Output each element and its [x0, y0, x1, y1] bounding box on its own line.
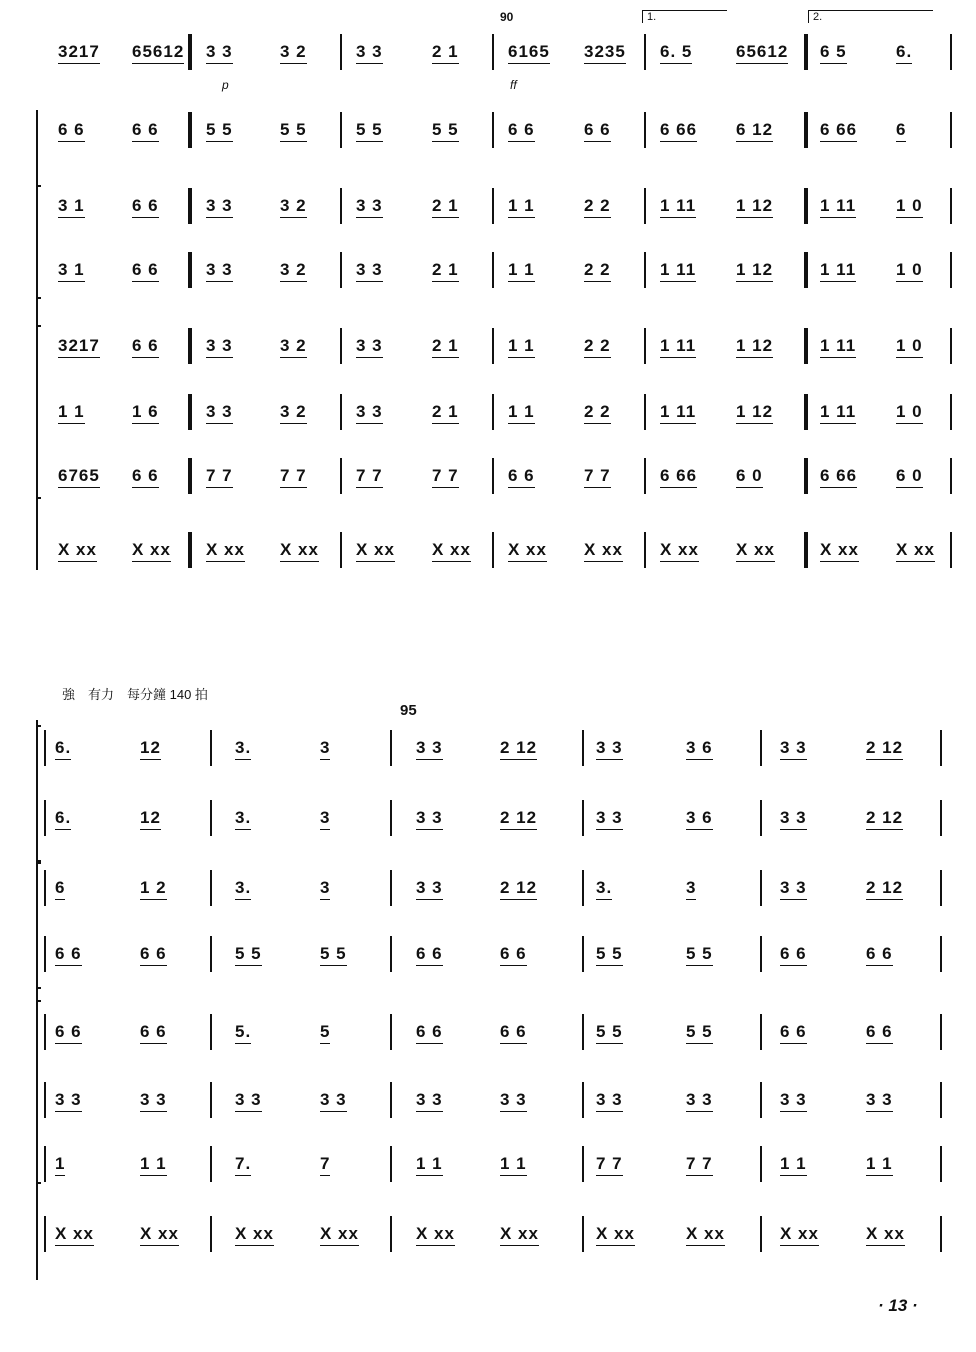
bar-line: [390, 1146, 392, 1182]
bar-line: [940, 1146, 942, 1182]
bar-line: [804, 394, 808, 430]
staff-row: [0, 1010, 976, 1054]
bar-line: [188, 252, 192, 288]
note-group: 2 12: [500, 738, 537, 760]
note-group: X xx: [55, 1224, 94, 1246]
bar-line: [804, 188, 808, 224]
note-group: 3 3: [140, 1090, 167, 1112]
bar-line: [188, 112, 192, 148]
note-group: 3: [320, 878, 330, 900]
bar-line: [390, 1014, 392, 1050]
note-group: 6. 5: [660, 42, 692, 64]
note-group: 6.: [55, 808, 71, 830]
page-number: · 13 ·: [878, 1296, 918, 1315]
bar-line: [644, 252, 646, 288]
note-group: 1 1: [508, 336, 535, 358]
bar-line: [340, 328, 342, 364]
bar-line: [760, 1216, 762, 1252]
note-group: 3 3: [416, 1090, 443, 1112]
note-group: 3 3: [235, 1090, 262, 1112]
note-group: 3 3: [416, 808, 443, 830]
note-group: 3 3: [356, 336, 383, 358]
bar-line: [940, 1216, 942, 1252]
note-group: 3: [320, 738, 330, 760]
note-group: 1 11: [660, 336, 696, 358]
note-group: 1 0: [896, 402, 923, 424]
note-group: 3235: [584, 42, 626, 64]
note-group: 7 7: [584, 466, 611, 488]
note-group: 1 1: [866, 1154, 893, 1176]
note-group: 1 11: [820, 260, 856, 282]
note-group: 3 3: [780, 808, 807, 830]
bar-line: [390, 870, 392, 906]
bar-line: [644, 112, 646, 148]
note-group: 1 11: [660, 260, 696, 282]
note-group: 6 66: [660, 120, 697, 142]
score-system-2: [0, 680, 976, 1280]
note-group: X xx: [500, 1224, 539, 1246]
note-group: 6 6: [508, 466, 535, 488]
note-group: 3 1: [58, 196, 85, 218]
note-group: 1 2: [140, 878, 167, 900]
note-group: 6 6: [132, 120, 159, 142]
note-group: 1 1: [508, 260, 535, 282]
note-group: 1 11: [820, 336, 856, 358]
bar-line: [210, 870, 212, 906]
bar-line: [390, 800, 392, 836]
bar-line: [492, 532, 494, 568]
note-group: 6 6: [140, 944, 167, 966]
staff-row: [0, 30, 976, 74]
note-group: 6 6: [132, 336, 159, 358]
note-group: 3 3: [780, 1090, 807, 1112]
bar-line: [210, 1014, 212, 1050]
rehearsal-mark-90: 90: [500, 10, 514, 24]
note-group: X xx: [866, 1224, 905, 1246]
note-group: 1 12: [736, 196, 773, 218]
note-group: 2 12: [500, 878, 537, 900]
bar-line: [940, 1082, 942, 1118]
note-group: 6165: [508, 42, 550, 64]
note-group: 7 7: [206, 466, 233, 488]
note-group: 3 3: [686, 1090, 713, 1112]
bar-line: [210, 1146, 212, 1182]
note-group: 3 6: [686, 808, 713, 830]
bar-line: [644, 458, 646, 494]
bar-line: [492, 458, 494, 494]
note-group: 6 6: [55, 944, 82, 966]
bar-line: [940, 936, 942, 972]
note-group: 3.: [235, 878, 251, 900]
note-group: 1 1: [416, 1154, 443, 1176]
bar-line: [44, 870, 46, 906]
note-group: 3 3: [356, 260, 383, 282]
bar-line: [492, 188, 494, 224]
note-group: 3.: [235, 738, 251, 760]
note-group: 5.: [235, 1022, 251, 1044]
note-group: X xx: [686, 1224, 725, 1246]
bar-line: [582, 1216, 584, 1252]
note-group: 2 1: [432, 260, 459, 282]
bar-line: [44, 1216, 46, 1252]
bar-line: [44, 1146, 46, 1182]
note-group: 3217: [58, 336, 100, 358]
bar-line: [804, 252, 808, 288]
note-group: 3 3: [596, 808, 623, 830]
note-group: 1 1: [140, 1154, 167, 1176]
note-group: 3 3: [866, 1090, 893, 1112]
bar-line: [340, 112, 342, 148]
bar-line: [760, 800, 762, 836]
bar-line: [44, 1014, 46, 1050]
staff-row: [0, 248, 976, 292]
note-group: 3 3: [206, 402, 233, 424]
bar-line: [804, 532, 808, 568]
note-group: 5 5: [596, 944, 623, 966]
bar-line: [760, 1014, 762, 1050]
note-group: X xx: [140, 1224, 179, 1246]
bar-line: [582, 1014, 584, 1050]
note-group: X xx: [780, 1224, 819, 1246]
note-group: 3 3: [206, 336, 233, 358]
note-group: X xx: [584, 540, 623, 562]
note-group: 12: [140, 808, 161, 830]
note-group: X xx: [736, 540, 775, 562]
note-group: X xx: [896, 540, 935, 562]
note-group: 7 7: [280, 466, 307, 488]
bar-line: [804, 112, 808, 148]
bar-line: [940, 870, 942, 906]
note-group: 6 6: [140, 1022, 167, 1044]
note-group: 6 12: [736, 120, 773, 142]
note-group: 6.: [896, 42, 912, 64]
staff-row: [0, 1078, 976, 1122]
note-group: 3 3: [206, 42, 233, 64]
note-group: 3: [320, 808, 330, 830]
note-group: 6: [55, 878, 65, 900]
note-group: 3 3: [206, 196, 233, 218]
note-group: 6 6: [780, 944, 807, 966]
bar-line: [44, 1082, 46, 1118]
note-group: 6 5: [820, 42, 847, 64]
note-group: 7.: [235, 1154, 251, 1176]
note-group: 2 2: [584, 260, 611, 282]
note-group: 6 66: [820, 120, 857, 142]
note-group: 5 5: [280, 120, 307, 142]
note-group: 1 0: [896, 336, 923, 358]
bar-line: [804, 328, 808, 364]
note-group: 7: [320, 1154, 330, 1176]
note-group: X xx: [320, 1224, 359, 1246]
bar-line: [950, 458, 952, 494]
note-group: 3 3: [500, 1090, 527, 1112]
bar-line: [582, 1146, 584, 1182]
note-group: 1 11: [660, 196, 696, 218]
bar-line: [492, 252, 494, 288]
note-group: X xx: [132, 540, 171, 562]
note-group: 7 7: [596, 1154, 623, 1176]
note-group: 3 1: [58, 260, 85, 282]
note-group: 6 66: [660, 466, 697, 488]
bar-line: [950, 252, 952, 288]
note-group: 5 5: [320, 944, 347, 966]
bar-line: [210, 800, 212, 836]
note-group: 2 1: [432, 42, 459, 64]
bar-line: [390, 1216, 392, 1252]
note-group: 7 7: [356, 466, 383, 488]
note-group: 3 6: [686, 738, 713, 760]
note-group: 1 0: [896, 260, 923, 282]
dynamic-fortissimo: ff: [510, 78, 517, 92]
note-group: X xx: [416, 1224, 455, 1246]
bar-line: [188, 532, 192, 568]
bar-line: [44, 936, 46, 972]
note-group: 3 2: [280, 402, 307, 424]
rehearsal-mark-95: 95: [400, 702, 417, 719]
note-group: 3 3: [206, 260, 233, 282]
note-group: 3217: [58, 42, 100, 64]
staff-row: [0, 390, 976, 434]
note-group: 1 1: [58, 402, 85, 424]
note-group: 6 6: [866, 1022, 893, 1044]
dynamic-piano: p: [222, 78, 229, 92]
note-group: 1 1: [780, 1154, 807, 1176]
note-group: 5: [320, 1022, 330, 1044]
note-group: X xx: [432, 540, 471, 562]
staff-row: [0, 1212, 976, 1256]
note-group: 12: [140, 738, 161, 760]
note-group: 6 6: [58, 120, 85, 142]
note-group: 2 12: [866, 878, 903, 900]
score-system-1: [0, 0, 976, 580]
staff-row: [0, 1142, 976, 1186]
bar-line: [760, 870, 762, 906]
note-group: X xx: [280, 540, 319, 562]
bar-line: [340, 252, 342, 288]
staff-row: [0, 866, 976, 910]
note-group: 1 0: [896, 196, 923, 218]
note-group: 65612: [132, 42, 184, 64]
bar-line: [210, 1082, 212, 1118]
note-group: 1 12: [736, 260, 773, 282]
note-group: 7 7: [686, 1154, 713, 1176]
note-group: 1 6: [132, 402, 159, 424]
note-group: 3 3: [356, 42, 383, 64]
note-group: 6 6: [55, 1022, 82, 1044]
note-group: 5 5: [206, 120, 233, 142]
note-group: 6765: [58, 466, 100, 488]
note-group: 3 2: [280, 42, 307, 64]
bar-line: [390, 936, 392, 972]
bar-line: [492, 394, 494, 430]
note-group: 6.: [55, 738, 71, 760]
note-group: 2 12: [500, 808, 537, 830]
note-group: 6 6: [500, 944, 527, 966]
note-group: X xx: [508, 540, 547, 562]
bar-line: [760, 730, 762, 766]
bar-line: [940, 800, 942, 836]
note-group: 5 5: [686, 944, 713, 966]
bar-line: [582, 936, 584, 972]
note-group: 3 3: [780, 738, 807, 760]
bar-line: [940, 1014, 942, 1050]
note-group: 2 1: [432, 402, 459, 424]
note-group: 6 66: [820, 466, 857, 488]
staff-row: [0, 108, 976, 152]
bar-line: [644, 328, 646, 364]
note-group: 2 2: [584, 402, 611, 424]
bar-line: [210, 730, 212, 766]
staff-row: [0, 932, 976, 976]
note-group: 5 5: [686, 1022, 713, 1044]
note-group: 3 3: [320, 1090, 347, 1112]
bar-line: [644, 188, 646, 224]
note-group: 5 5: [356, 120, 383, 142]
bar-line: [804, 458, 808, 494]
note-group: 3 3: [356, 402, 383, 424]
note-group: 6 6: [132, 466, 159, 488]
note-group: 65612: [736, 42, 788, 64]
bar-line: [582, 1082, 584, 1118]
note-group: 3 3: [416, 738, 443, 760]
bar-line: [390, 730, 392, 766]
note-group: 6 6: [780, 1022, 807, 1044]
note-group: X xx: [58, 540, 97, 562]
note-group: 1: [55, 1154, 65, 1176]
note-group: 2 2: [584, 196, 611, 218]
bar-line: [340, 188, 342, 224]
bar-line: [760, 1146, 762, 1182]
note-group: 2 2: [584, 336, 611, 358]
bar-line: [950, 112, 952, 148]
note-group: 3 3: [596, 1090, 623, 1112]
bar-line: [950, 532, 952, 568]
note-group: 3: [686, 878, 696, 900]
note-group: X xx: [596, 1224, 635, 1246]
bar-line: [188, 328, 192, 364]
note-group: 7 7: [432, 466, 459, 488]
bar-line: [340, 458, 342, 494]
note-group: 2 12: [866, 738, 903, 760]
note-group: X xx: [820, 540, 859, 562]
staff-row: [0, 324, 976, 368]
note-group: 3 2: [280, 260, 307, 282]
bar-line: [644, 34, 646, 70]
bar-line: [390, 1082, 392, 1118]
note-group: 6 6: [132, 196, 159, 218]
note-group: 1 11: [660, 402, 696, 424]
volta-second-ending: 2.: [808, 10, 933, 23]
bar-line: [210, 936, 212, 972]
note-group: X xx: [660, 540, 699, 562]
bar-line: [582, 800, 584, 836]
note-group: 1 1: [508, 402, 535, 424]
note-group: 6 6: [132, 260, 159, 282]
bar-line: [760, 936, 762, 972]
note-group: 6 6: [416, 1022, 443, 1044]
note-group: 1 11: [820, 402, 856, 424]
note-group: 6: [896, 120, 906, 142]
note-group: 5 5: [432, 120, 459, 142]
bar-line: [950, 188, 952, 224]
bar-line: [340, 34, 342, 70]
note-group: 6 6: [866, 944, 893, 966]
bar-line: [644, 394, 646, 430]
note-group: 2 1: [432, 336, 459, 358]
bar-line: [188, 188, 192, 224]
note-group: 3.: [596, 878, 612, 900]
note-group: 1 12: [736, 402, 773, 424]
note-group: 1 1: [508, 196, 535, 218]
bar-line: [44, 800, 46, 836]
note-group: 1 1: [500, 1154, 527, 1176]
note-group: X xx: [235, 1224, 274, 1246]
note-group: 5 5: [596, 1022, 623, 1044]
note-group: 2 1: [432, 196, 459, 218]
note-group: 3 3: [55, 1090, 82, 1112]
volta-first-ending: 1.: [642, 10, 727, 23]
staff-row: [0, 726, 976, 770]
bar-line: [188, 458, 192, 494]
bar-line: [492, 34, 494, 70]
bar-line: [940, 730, 942, 766]
note-group: 3 3: [780, 878, 807, 900]
staff-row: [0, 528, 976, 572]
note-group: 3 3: [356, 196, 383, 218]
note-group: 3.: [235, 808, 251, 830]
bar-line: [340, 394, 342, 430]
note-group: 2 12: [866, 808, 903, 830]
bar-line: [644, 532, 646, 568]
note-group: 1 12: [736, 336, 773, 358]
note-group: 6 6: [584, 120, 611, 142]
bar-line: [582, 730, 584, 766]
bar-line: [492, 112, 494, 148]
bar-line: [760, 1082, 762, 1118]
bar-line: [188, 394, 192, 430]
staff-row: [0, 184, 976, 228]
bar-line: [210, 1216, 212, 1252]
note-group: 6 6: [508, 120, 535, 142]
staff-row: [0, 454, 976, 498]
note-group: 6 6: [416, 944, 443, 966]
note-group: X xx: [356, 540, 395, 562]
note-group: 6 0: [896, 466, 923, 488]
note-group: 6 0: [736, 466, 763, 488]
note-group: 3 3: [416, 878, 443, 900]
note-group: 3 3: [596, 738, 623, 760]
bar-line: [340, 532, 342, 568]
bar-line: [582, 870, 584, 906]
staff-row: [0, 796, 976, 840]
note-group: 3 2: [280, 196, 307, 218]
note-group: 6 6: [500, 1022, 527, 1044]
bar-line: [950, 328, 952, 364]
bar-line: [950, 34, 952, 70]
bar-line: [492, 328, 494, 364]
bar-line: [804, 34, 808, 70]
note-group: 1 11: [820, 196, 856, 218]
note-group: 5 5: [235, 944, 262, 966]
note-group: 3 2: [280, 336, 307, 358]
tempo-marking: 強 有力 每分鐘 140 拍: [62, 687, 208, 702]
note-group: X xx: [206, 540, 245, 562]
bar-line: [44, 730, 46, 766]
bar-line: [188, 34, 192, 70]
bar-line: [950, 394, 952, 430]
